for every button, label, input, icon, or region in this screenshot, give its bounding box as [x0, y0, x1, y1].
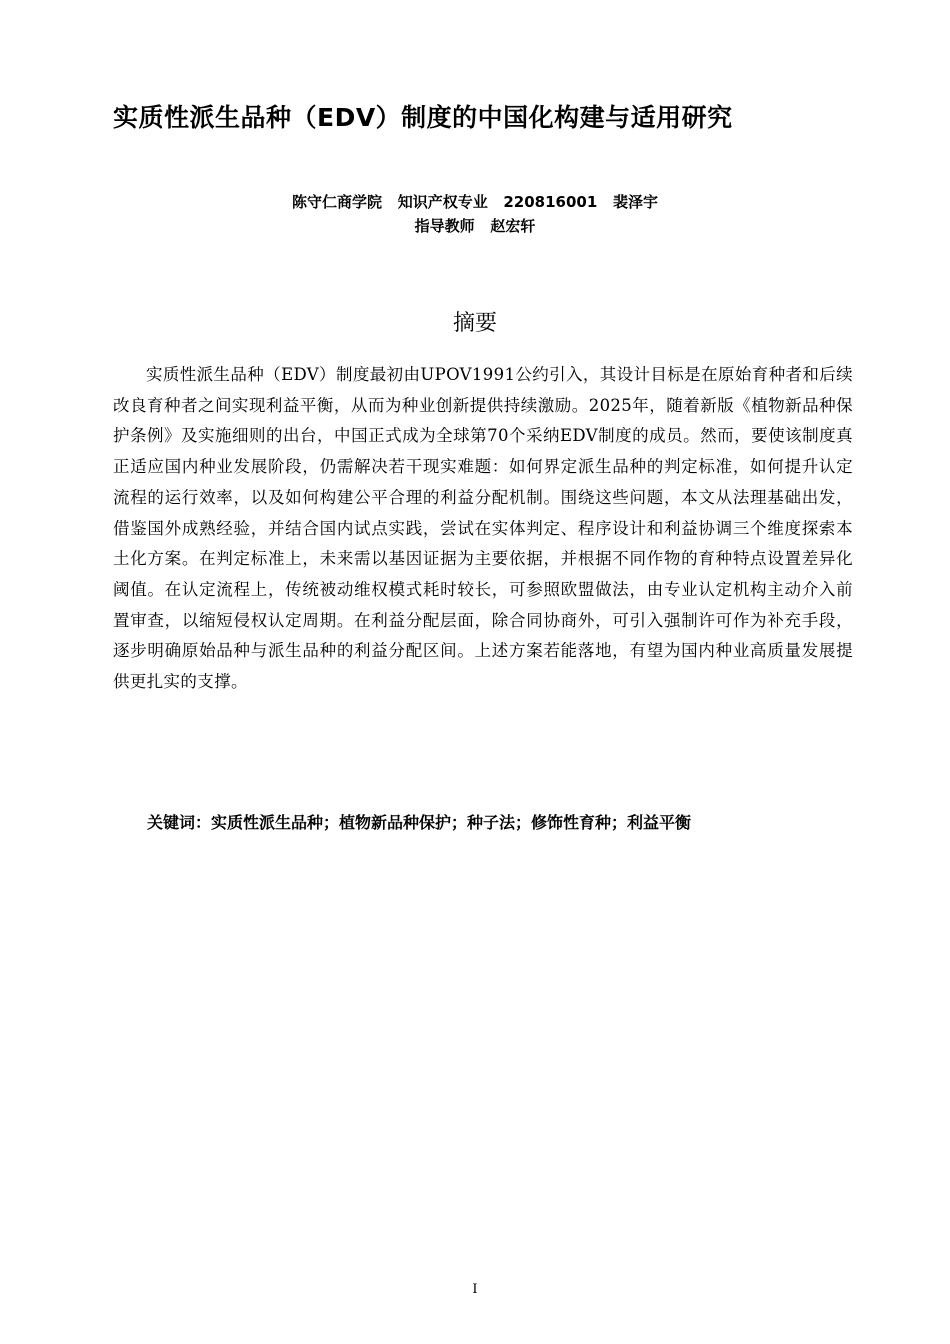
author-info: 陈守仁商学院 知识产权专业 220816001 裴泽宇 [292, 193, 658, 211]
page-number: I [472, 1282, 478, 1297]
abstract-body: 实质性派生品种（EDV）制度最初由UPOV1991公约引入，其设计目标是在原始育种者和后续改良育种者之间实现利益平衡，从而为种业创新提供持续激励。2025年，随着新版《植物新品种保护条例》及实施细则的出台，中国正式成为全球第70个采纳EDV制度的成员。然而，要使该制度真正适应国内种业发展阶段，仍需解决若干现实难题：如何界定派生品种的判定标准，如何提升认定流程的运行效率，以及如何构建公平合理的利益分配机制。围绕这些问题，本文从法理基础出发，借鉴国外成熟经验，并结合国内试点实践，尝试在实体判定、程序设计和利益协调三个维度探索本土化方案。在判定标准上，未来需以基因证据为主要依据，并根据不同作物的育种特点设置差异化阈值。在认定流程上，传统被动维权模式耗时较长，可参照欧盟做法，由专业认定机构主动介入前置审查，以缩短侵权认定周期。在利益分配层面，除合同协商外，可引入强制许可作为补充手段，逐步明确原始品种与派生品种的利益分配区间。上述方案若能落地，有望为国内种业高质量发展提供更扎实的支撑。 [113, 365, 853, 692]
paper-title: 实质性派生品种（EDV）制度的中国化构建与适用研究 [113, 103, 733, 132]
abstract-heading: 摘要 [452, 311, 497, 336]
advisor-info: 指导教师 赵宏轩 [414, 217, 536, 235]
keywords: 关键词：实质性派生品种；植物新品种保护；种子法；修饰性育种；利益平衡 [147, 813, 692, 832]
